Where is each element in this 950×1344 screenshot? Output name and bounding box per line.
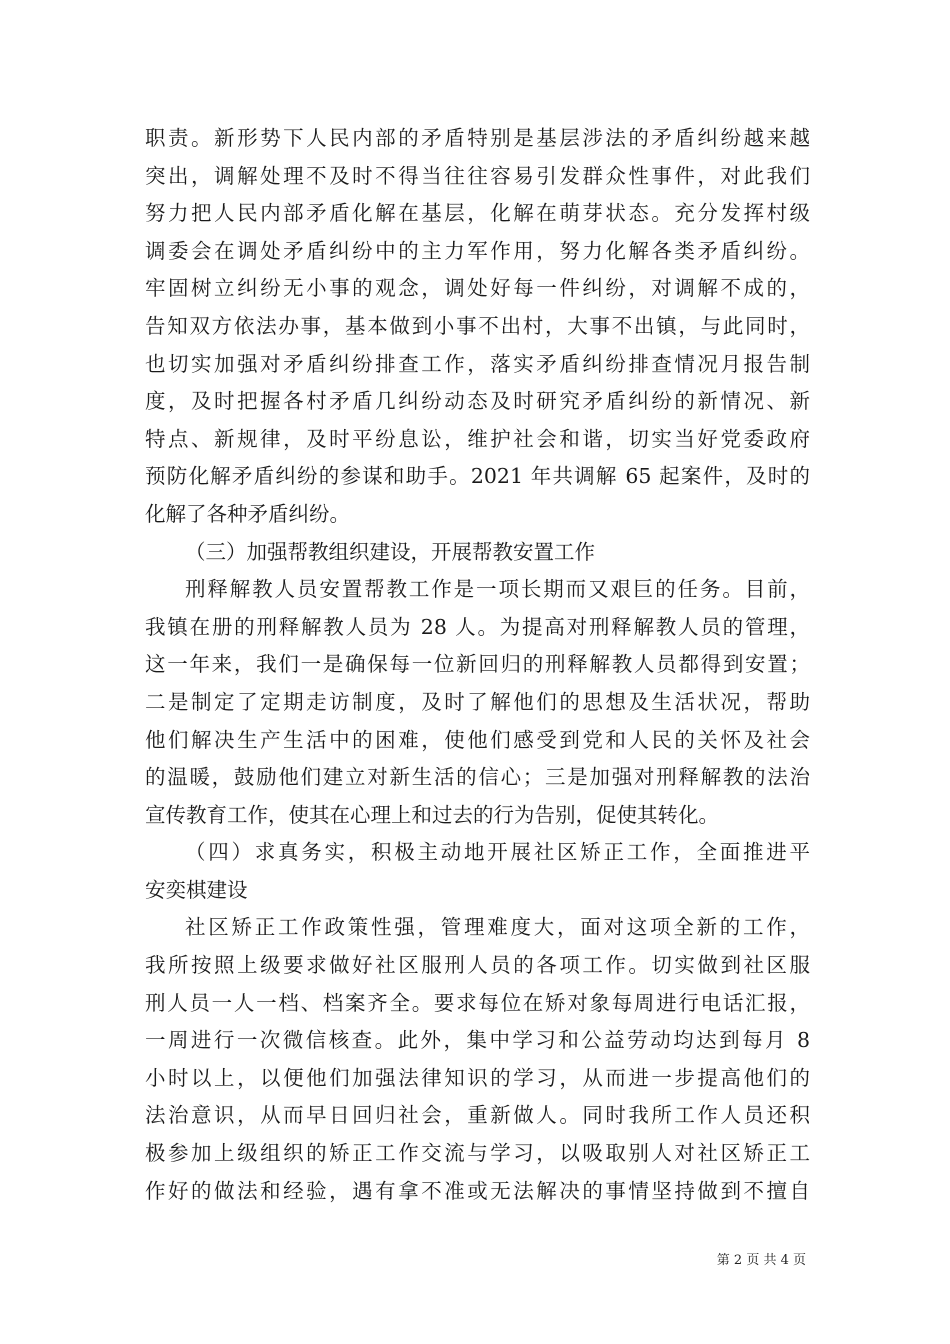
text-line: 宣传教育工作，使其在心理上和过去的行为告别，促使其转化。 <box>145 802 719 827</box>
text-line: 努力把人民内部矛盾化解在基层，化解在萌芽状态。充分发挥村级 <box>145 201 810 226</box>
text-line: 度，及时把握各村矛盾几纠纷动态及时研究矛盾纠纷的新情况、新 <box>145 389 810 414</box>
text-line: 我所按照上级要求做好社区服刑人员的各项工作。切实做到社区服 <box>145 953 810 978</box>
text-line: 的温暖，鼓励他们建立对新生活的信心；三是加强对刑释解教的法治 <box>145 765 810 790</box>
text-line: 预防化解矛盾纠纷的参谋和助手。2021 年共调解 65 起案件，及时的 <box>145 464 810 489</box>
section-heading-4-cont: 安奕棋建设 <box>145 877 248 902</box>
page-number: 第 2 页 共 4 页 <box>716 1253 806 1268</box>
text-line: 也切实加强对矛盾纠纷排查工作，落实矛盾纠纷排查情况月报告制 <box>145 351 810 376</box>
text-line: 他们解决生产生活中的困难，使他们感受到党和人民的关怀及社会 <box>145 727 810 752</box>
text-line: 牢固树立纠纷无小事的观念，调处好每一件纠纷，对调解不成的， <box>145 276 810 301</box>
text-line: 刑人员一人一档、档案齐全。要求每位在矫对象每周进行电话汇报， <box>145 990 810 1015</box>
body-text <box>145 120 810 1210</box>
text-line: 极参加上级组织的矫正工作交流与学习，以吸取别人对社区矫正工 <box>145 1141 810 1166</box>
section-heading-3: （三）加强帮教组织建设，开展帮教安置工作 <box>185 539 595 564</box>
text-line: 职责。新形势下人民内部的矛盾特别是基层涉法的矛盾纠纷越来越 <box>145 126 810 150</box>
text-line: 法治意识，从而早日回归社会，重新做人。同时我所工作人员还积 <box>145 1103 810 1128</box>
text-line: 二是制定了定期走访制度，及时了解他们的思想及生活状况，帮助 <box>145 689 810 714</box>
text-line: 作好的做法和经验，遇有拿不准或无法解决的事情坚持做到不擅自 <box>145 1178 810 1203</box>
text-line: 特点、新规律，及时平纷息讼，维护社会和谐，切实当好党委政府 <box>145 426 810 451</box>
section-heading-4: （四）求真务实，积极主动地开展社区矫正工作，全面推进平 <box>185 840 810 865</box>
text-line: 小时以上，以便他们加强法律知识的学习，从而进一步提高他们的 <box>145 1065 810 1090</box>
text-line: 调委会在调处矛盾纠纷中的主力军作用，努力化解各类矛盾纠纷。 <box>145 238 810 263</box>
text-line: 告知双方依法办事，基本做到小事不出村，大事不出镇，与此同时， <box>145 313 810 338</box>
text-line: 一周进行一次微信核查。此外，集中学习和公益劳动均达到每月 8 <box>145 1028 810 1053</box>
text-line: 我镇在册的刑释解教人员为 28 人。为提高对刑释解教人员的管理， <box>145 614 810 639</box>
text-line: 社区矫正工作政策性强，管理难度大，面对这项全新的工作， <box>185 915 810 940</box>
text-line: 突出，调解处理不及时不得当往往容易引发群众性事件，对此我们 <box>145 163 810 188</box>
text-line: 刑释解教人员安置帮教工作是一项长期而又艰巨的任务。目前， <box>185 577 810 602</box>
text-line: 化解了各种矛盾纠纷。 <box>145 501 350 526</box>
text-line: 这一年来，我们一是确保每一位新回归的刑释解教人员都得到安置； <box>145 652 810 677</box>
